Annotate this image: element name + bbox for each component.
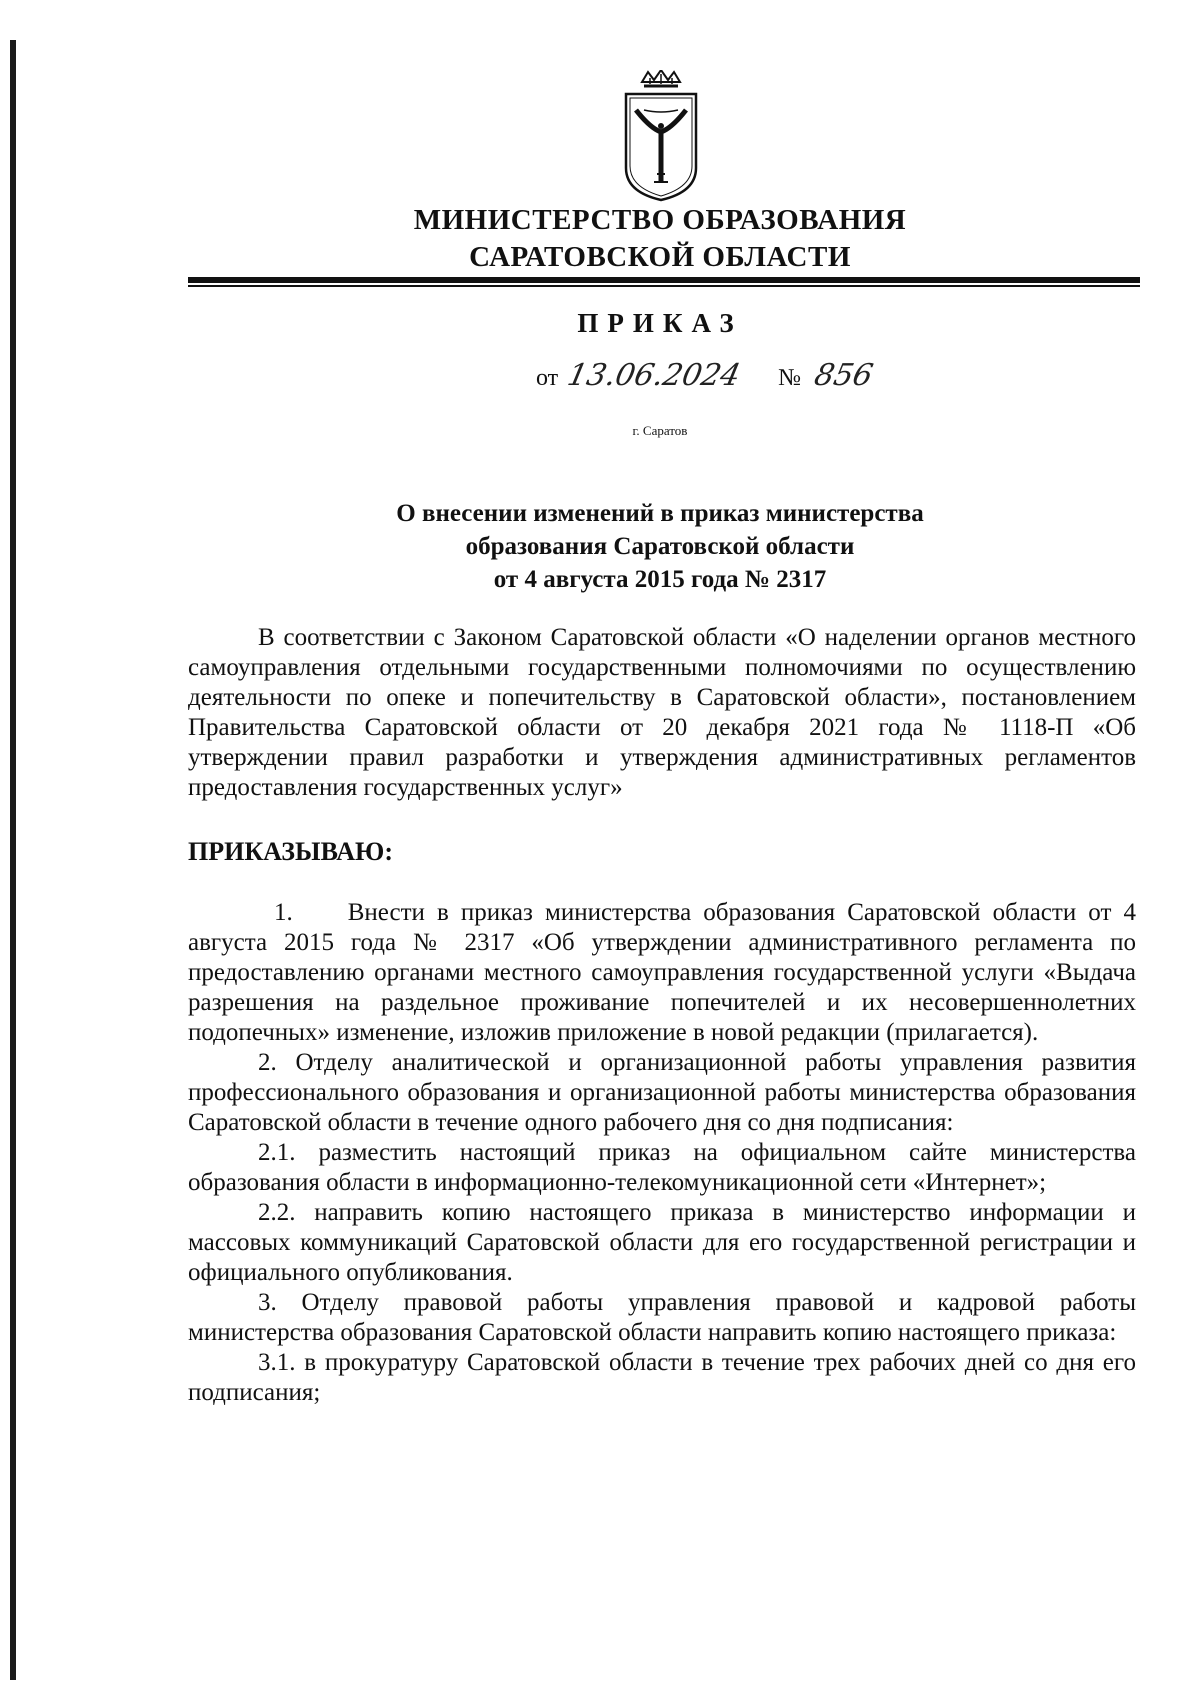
item-3: 3. Отделу правовой работы управления правовой и кадровой работы министерства образования Саратовской области направить копию настоящего приказа: (188, 1289, 1136, 1346)
item-1-text: Внести в приказ министерства образования Саратовской области от 4 августа 2015 года № 2317 «Об утверждении административного регламента по предоставлению органами местного самоуправления государственной услуги «Выдача разрешения на раздельное проживание попечителей и их несовершеннолетних подопечных» изменение, изложив приложение в новой редакции (прилагается). (188, 899, 1136, 1046)
ministry-name-line2: САРАТОВСКОЙ ОБЛАСТИ (469, 241, 851, 273)
city-label: г. Саратов (632, 423, 688, 438)
order-items (188, 898, 1136, 1408)
date-prefix: от (536, 365, 559, 391)
header-rule-thin (188, 285, 1140, 287)
item-2-2: 2.2. направить копию настоящего приказа в министерство информации и массовых коммуникаций Саратовской области для его государственной регистрации и официального опубликования. (188, 1199, 1136, 1286)
ministry-name (0, 202, 1200, 276)
ministry-name-line1: МИНИСТЕРСТВО ОБРАЗОВАНИЯ (413, 204, 907, 236)
number-label: № (778, 365, 802, 391)
item-1 (188, 898, 1136, 1048)
handwritten-number: 856 (811, 358, 877, 393)
item-3-1: 3.1. в прокуратуру Саратовской области в течение трех рабочих дней со дня его подписания; (188, 1349, 1136, 1406)
date-number-line (536, 358, 899, 393)
coat-of-arms-emblem (620, 70, 702, 202)
document-title (0, 497, 1200, 596)
item-2-1: 2.1. разместить настоящий приказ на официальном сайте министерства образования области в информационно-телекомуникационной сети «Интернет»; (188, 1139, 1136, 1196)
orders-heading: ПРИКАЗЫВАЮ: (188, 837, 393, 866)
title-line1: О внесении изменений в приказ министерства (396, 500, 924, 527)
title-line3: от 4 августа 2015 года № 2317 (493, 566, 827, 593)
item-1-number: 1. (274, 899, 293, 926)
preamble-paragraph: В соответствии с Законом Саратовской области «О наделении органов местного самоуправления отдельными государственными полномочиями по осуществлению деятельности по опеке и попечительству в Саратовской области», постановлением Правительства Саратовской области от 20 декабря 2021 года № 1118-П «Об утверждении правил разработки и утверждения административных регламентов предоставления государственных услуг» (188, 624, 1136, 801)
scan-edge-line (10, 40, 16, 1680)
header-rule-thick (188, 277, 1140, 283)
preamble-block (188, 623, 1136, 803)
handwritten-date: 13.06.2024 (564, 358, 744, 393)
item-2: 2. Отделу аналитической и организационной работы управления развития профессионального образования и организационной работы министерства образования Саратовской области в течение одного рабочего дня со дня подписания: (188, 1049, 1136, 1136)
title-line2: образования Саратовской области (465, 533, 855, 560)
document-type: ПРИКАЗ (577, 308, 743, 338)
